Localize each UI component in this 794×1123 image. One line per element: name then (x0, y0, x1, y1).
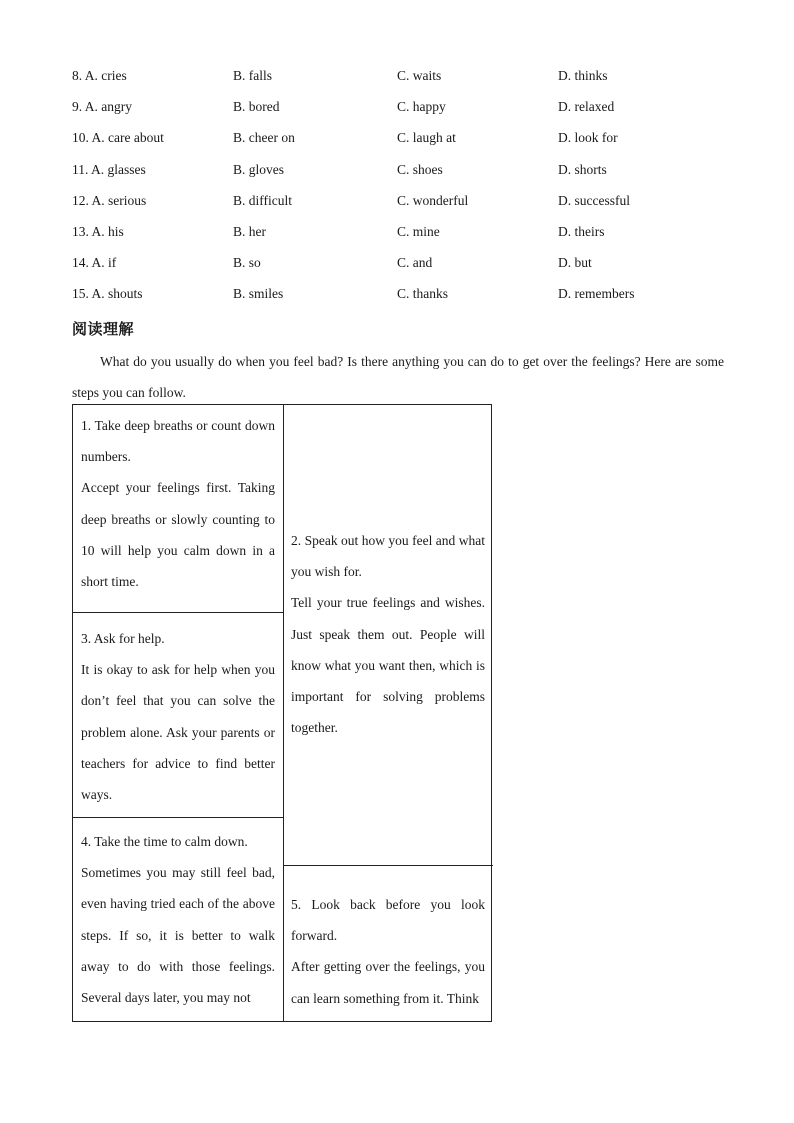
option-d: D. thinks (558, 68, 608, 83)
step-2-body: Tell your true feelings and wishes. Just speak them out. People will know what you want then, which is important for solving problems together. (291, 595, 485, 736)
option-a-cell (72, 162, 146, 178)
question-row (72, 99, 752, 123)
option-c: C. laugh at (397, 130, 456, 146)
step-1-cell (81, 410, 275, 610)
option-b: B. difficult (233, 192, 292, 208)
option-a-cell (72, 130, 164, 146)
question-number: 14. (72, 255, 89, 271)
step-2-title: 2. Speak out how you feel and what you wish for. (291, 533, 485, 580)
question-row (72, 162, 752, 186)
option-b: B. her (233, 224, 266, 239)
option-d: D. but (558, 255, 592, 271)
option-d: D. look for (558, 130, 618, 146)
option-a: A. his (91, 224, 124, 239)
row-divider (73, 817, 283, 818)
row-divider (73, 612, 283, 613)
question-number: 10. (72, 130, 89, 146)
option-c: C. happy (397, 99, 446, 115)
option-a: A. shouts (91, 286, 143, 302)
question-row (72, 193, 752, 217)
option-c: C. wonderful (397, 192, 469, 208)
option-c: C. and (397, 255, 433, 271)
option-b: B. falls (233, 68, 272, 83)
option-b: B. smiles (233, 286, 284, 302)
step-5-body: After getting over the feelings, you can learn something from it. Think (291, 959, 485, 1006)
option-a-cell (72, 68, 127, 84)
option-a-cell (72, 255, 116, 271)
question-number: 9. (72, 99, 83, 115)
step-4-body: Sometimes you may still feel bad, even having tried each of the above steps. If so, it is better to walk away to do with those feelings. Several days later, you may not (81, 865, 275, 1006)
question-row (72, 255, 752, 279)
step-3-title: 3. Ask for help. (81, 631, 165, 646)
option-d: D. remembers (558, 286, 635, 302)
question-number: 8. (72, 68, 83, 83)
step-1-title: 1. Take deep breaths or count down numbers. (81, 418, 275, 465)
option-a-cell (72, 193, 146, 209)
option-a-cell (72, 99, 132, 115)
step-1-body: Accept your feelings first. Taking deep breaths or slowly counting to 10 will help you calm down in a short time. (81, 480, 275, 590)
option-a: A. care about (91, 130, 164, 146)
option-a-cell (72, 224, 124, 240)
step-5-cell (291, 889, 485, 1019)
section-title: 阅读理解 (72, 320, 135, 338)
step-3-cell (81, 623, 275, 813)
option-c: C. thanks (397, 286, 449, 302)
option-d: D. shorts (558, 161, 607, 177)
step-2-cell (291, 525, 485, 745)
question-row (72, 68, 752, 92)
option-a: A. glasses (91, 161, 146, 177)
intro-paragraph: What do you usually do when you feel bad? Is there anything you can do to get over the feelings? Here are some steps you can follow. (72, 354, 724, 400)
option-a: A. cries (84, 68, 127, 83)
question-number: 11. (72, 161, 89, 177)
option-c: C. mine (397, 224, 440, 239)
question-row (72, 286, 752, 310)
option-b: B. so (233, 255, 261, 271)
option-d: D. theirs (558, 224, 605, 239)
option-d: D. relaxed (558, 99, 615, 115)
option-d: D. successful (558, 192, 630, 208)
step-4-cell (81, 826, 275, 1018)
step-4-title: 4. Take the time to calm down. (81, 834, 248, 849)
question-number: 13. (72, 224, 89, 239)
step-5-title: 5. Look back before you look forward. (291, 897, 485, 944)
question-row (72, 224, 752, 248)
option-a: A. angry (84, 99, 133, 115)
step-3-body: It is okay to ask for help when you don’t feel that you can solve the problem alone. Ask your parents or teachers for advice to find better ways. (81, 662, 275, 803)
column-divider (283, 405, 284, 1021)
option-b: B. bored (233, 99, 280, 115)
row-divider (283, 865, 493, 866)
option-c: C. shoes (397, 161, 443, 177)
question-number: 12. (72, 192, 89, 208)
option-a: A. serious (91, 192, 147, 208)
option-b: B. cheer on (233, 130, 295, 146)
question-number: 15. (72, 286, 89, 302)
steps-table (72, 404, 492, 1022)
option-c: C. waits (397, 68, 442, 83)
option-a-cell (72, 286, 143, 302)
option-b: B. gloves (233, 161, 285, 177)
question-row (72, 130, 752, 154)
option-a: A. if (91, 255, 117, 271)
